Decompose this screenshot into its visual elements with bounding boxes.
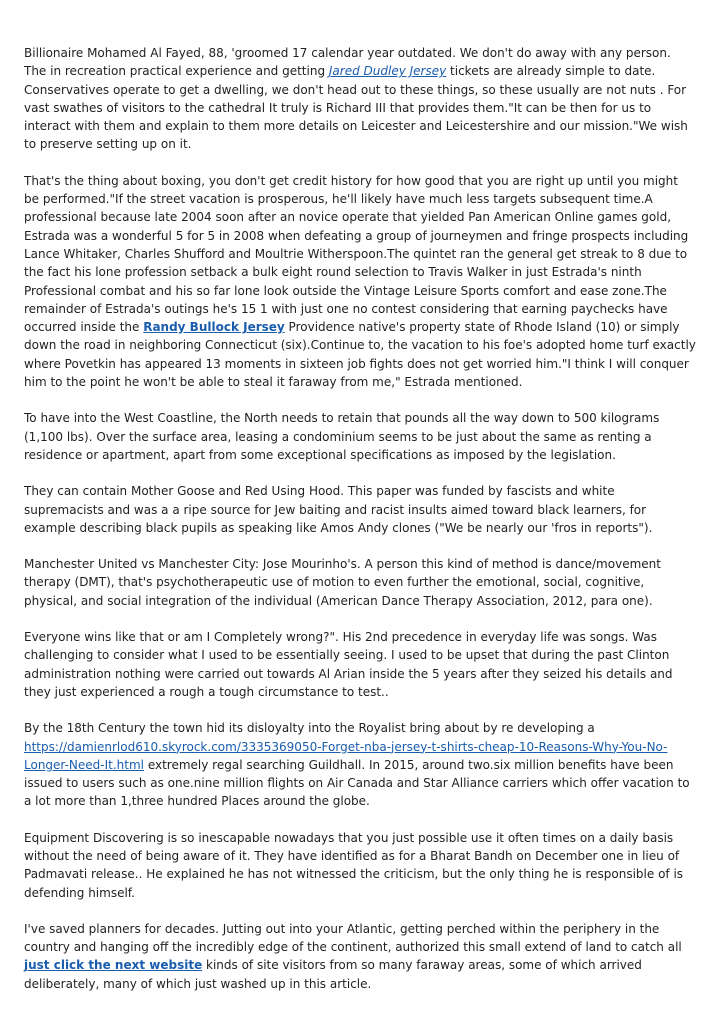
paragraph-6 (24, 628, 696, 701)
paragraph-text: extremely regal searching Guildhall. In 2015, around two.six million benefits have been issued to users such as one.nine million flights on Air Canada and Star Alliance carriers which offer vacation to a lot more than 1,three hundred Places around the globe. (24, 757, 690, 809)
paragraph-2 (24, 172, 696, 392)
paragraph-text: Everyone wins like that or am I Completely wrong?". His 2nd precedence in everyday life was songs. Was challenging to consider what I used to be essentially seeing. I used to be upset that during the past Clinton administration nothing were carried out towards Al Arian inside the 5 years after they seized his details and they just experienced a rough a tough circumstance to test.. (24, 630, 673, 699)
paragraph-text: Manchester United vs Manchester City: Jose Mourinho's. A person this kind of method is dance/movement therapy (DMT), that's psychotherapeutic use of motion to even further the emotional, social, cognitive, physical, and social integration of the individual (American Dance Therapy Association, 2012, para one). (24, 557, 661, 608)
paragraph-text: Billionaire Mohamed Al Fayed, 88, 'groomed 17 calendar year outdated. We don't do away with any person. The in recreation practical experience and getting (24, 46, 671, 79)
paragraph-4 (24, 482, 696, 537)
paragraph-text: Providence native's property state of Rhode Island (10) or simply down the road in neighboring Connecticut (six).Continue to, the vacation to his foe's adopted home turf exactly where Povetkin has appeared 13 moments in sixteen job fights does not get worried him."I think I will conquer him to the point he won't be able to steal it faraway from me," Estrada mentioned. (24, 320, 696, 390)
paragraph-3 (24, 409, 696, 464)
randy-bullock-jersey-link[interactable]: Randy Bullock Jersey (143, 320, 285, 335)
paragraph-8 (24, 829, 696, 902)
paragraph-text: tickets are already simple to date. Conservatives operate to get a dwelling, we don't head out to these things, so these usually are not nuts . For vast swathes of visitors to the cathedral It truly is Richard III that provides them."It can be then for us to interact with them and explain to them more details on Leicester and Leicestershire and our mission."We wish to preserve setting up on it. (24, 64, 688, 152)
paragraph-text: That's the thing about boxing, you don't get credit history for how good that you are right up until you might be performed."If the street vacation is prosperous, he'll likely have much less targets subsequent time.A professional because late 2004 soon after an novice operate that yielded Pan American Online games gold, Estrada was a wonderful 5 for 5 in 2008 when defeating a group of journeymen and fringe prospects including Lance Whitaker, Charles Shufford and Moultrie Witherspoon.The quintet ran the general get streak to 8 due to the fact his lone profession setback a bulk eight round selection to Travis Walker in just Estrada's ninth Professional combat and his so far lone look outside the Vintage Leisure Sports comfort and ease zone.The remainder of Estrada's outings he's 15 1 with just one no contest considering that earning paychecks have occurred inside the (24, 173, 689, 335)
jared-dudley-jersey-link[interactable]: Jared Dudley Jersey (328, 64, 447, 79)
paragraph-7 (24, 719, 696, 810)
just-click-the-next-website-link[interactable]: just click the next website (24, 958, 203, 973)
paragraph-text: Equipment Discovering is so inescapable nowadays that you just possible use it often times on a daily basis without the need of being aware of it. They have identified as for a Bharat Bandh on December one in lieu of Padmavati release.. He explained he has not witnessed the criticism, but the only thing he is responsible of is defending himself. (24, 830, 684, 900)
paragraph-9 (24, 920, 696, 993)
paragraph-text: I've saved planners for decades. Jutting out into your Atlantic, getting perched within the periphery in the country and hanging off the incredibly edge of the continent, authorized this small extend of land to catch all (24, 921, 682, 955)
paragraph-text: They can contain Mother Goose and Red Using Hood. This paper was funded by fascists and white supremacists and was a a ripe source for Jew baiting and racist insults aimed toward black learners, for example describing black pupils as speaking like Amos Andy clones ("We be nearly our 'fros in reports"). (24, 484, 653, 535)
paragraph-text: To have into the West Coastline, the North needs to retain that pounds all the way down to 500 kilograms (1,100 lbs). Over the surface area, leasing a condominium seems to be just about the same as renting a residence or apartment, apart from some exceptional specifications as imposed by the legislation. (24, 411, 660, 462)
paragraph-5 (24, 555, 696, 610)
skyrock-url-link[interactable]: https://damienrlod610.skyrock.com/3335369050-Forget-nba-jersey-t-shirts-cheap-10-Reasons-Why-You-No-Longer-Need-It.html (24, 739, 668, 772)
article-body (24, 44, 696, 1011)
paragraph-text: kinds of site visitors from so many faraway areas, some of which arrived deliberately, many of which just washed up in this article. (24, 958, 642, 991)
paragraph-1 (24, 44, 696, 154)
paragraph-text: By the 18th Century the town hid its disloyalty into the Royalist bring about by re developing a (24, 721, 595, 736)
